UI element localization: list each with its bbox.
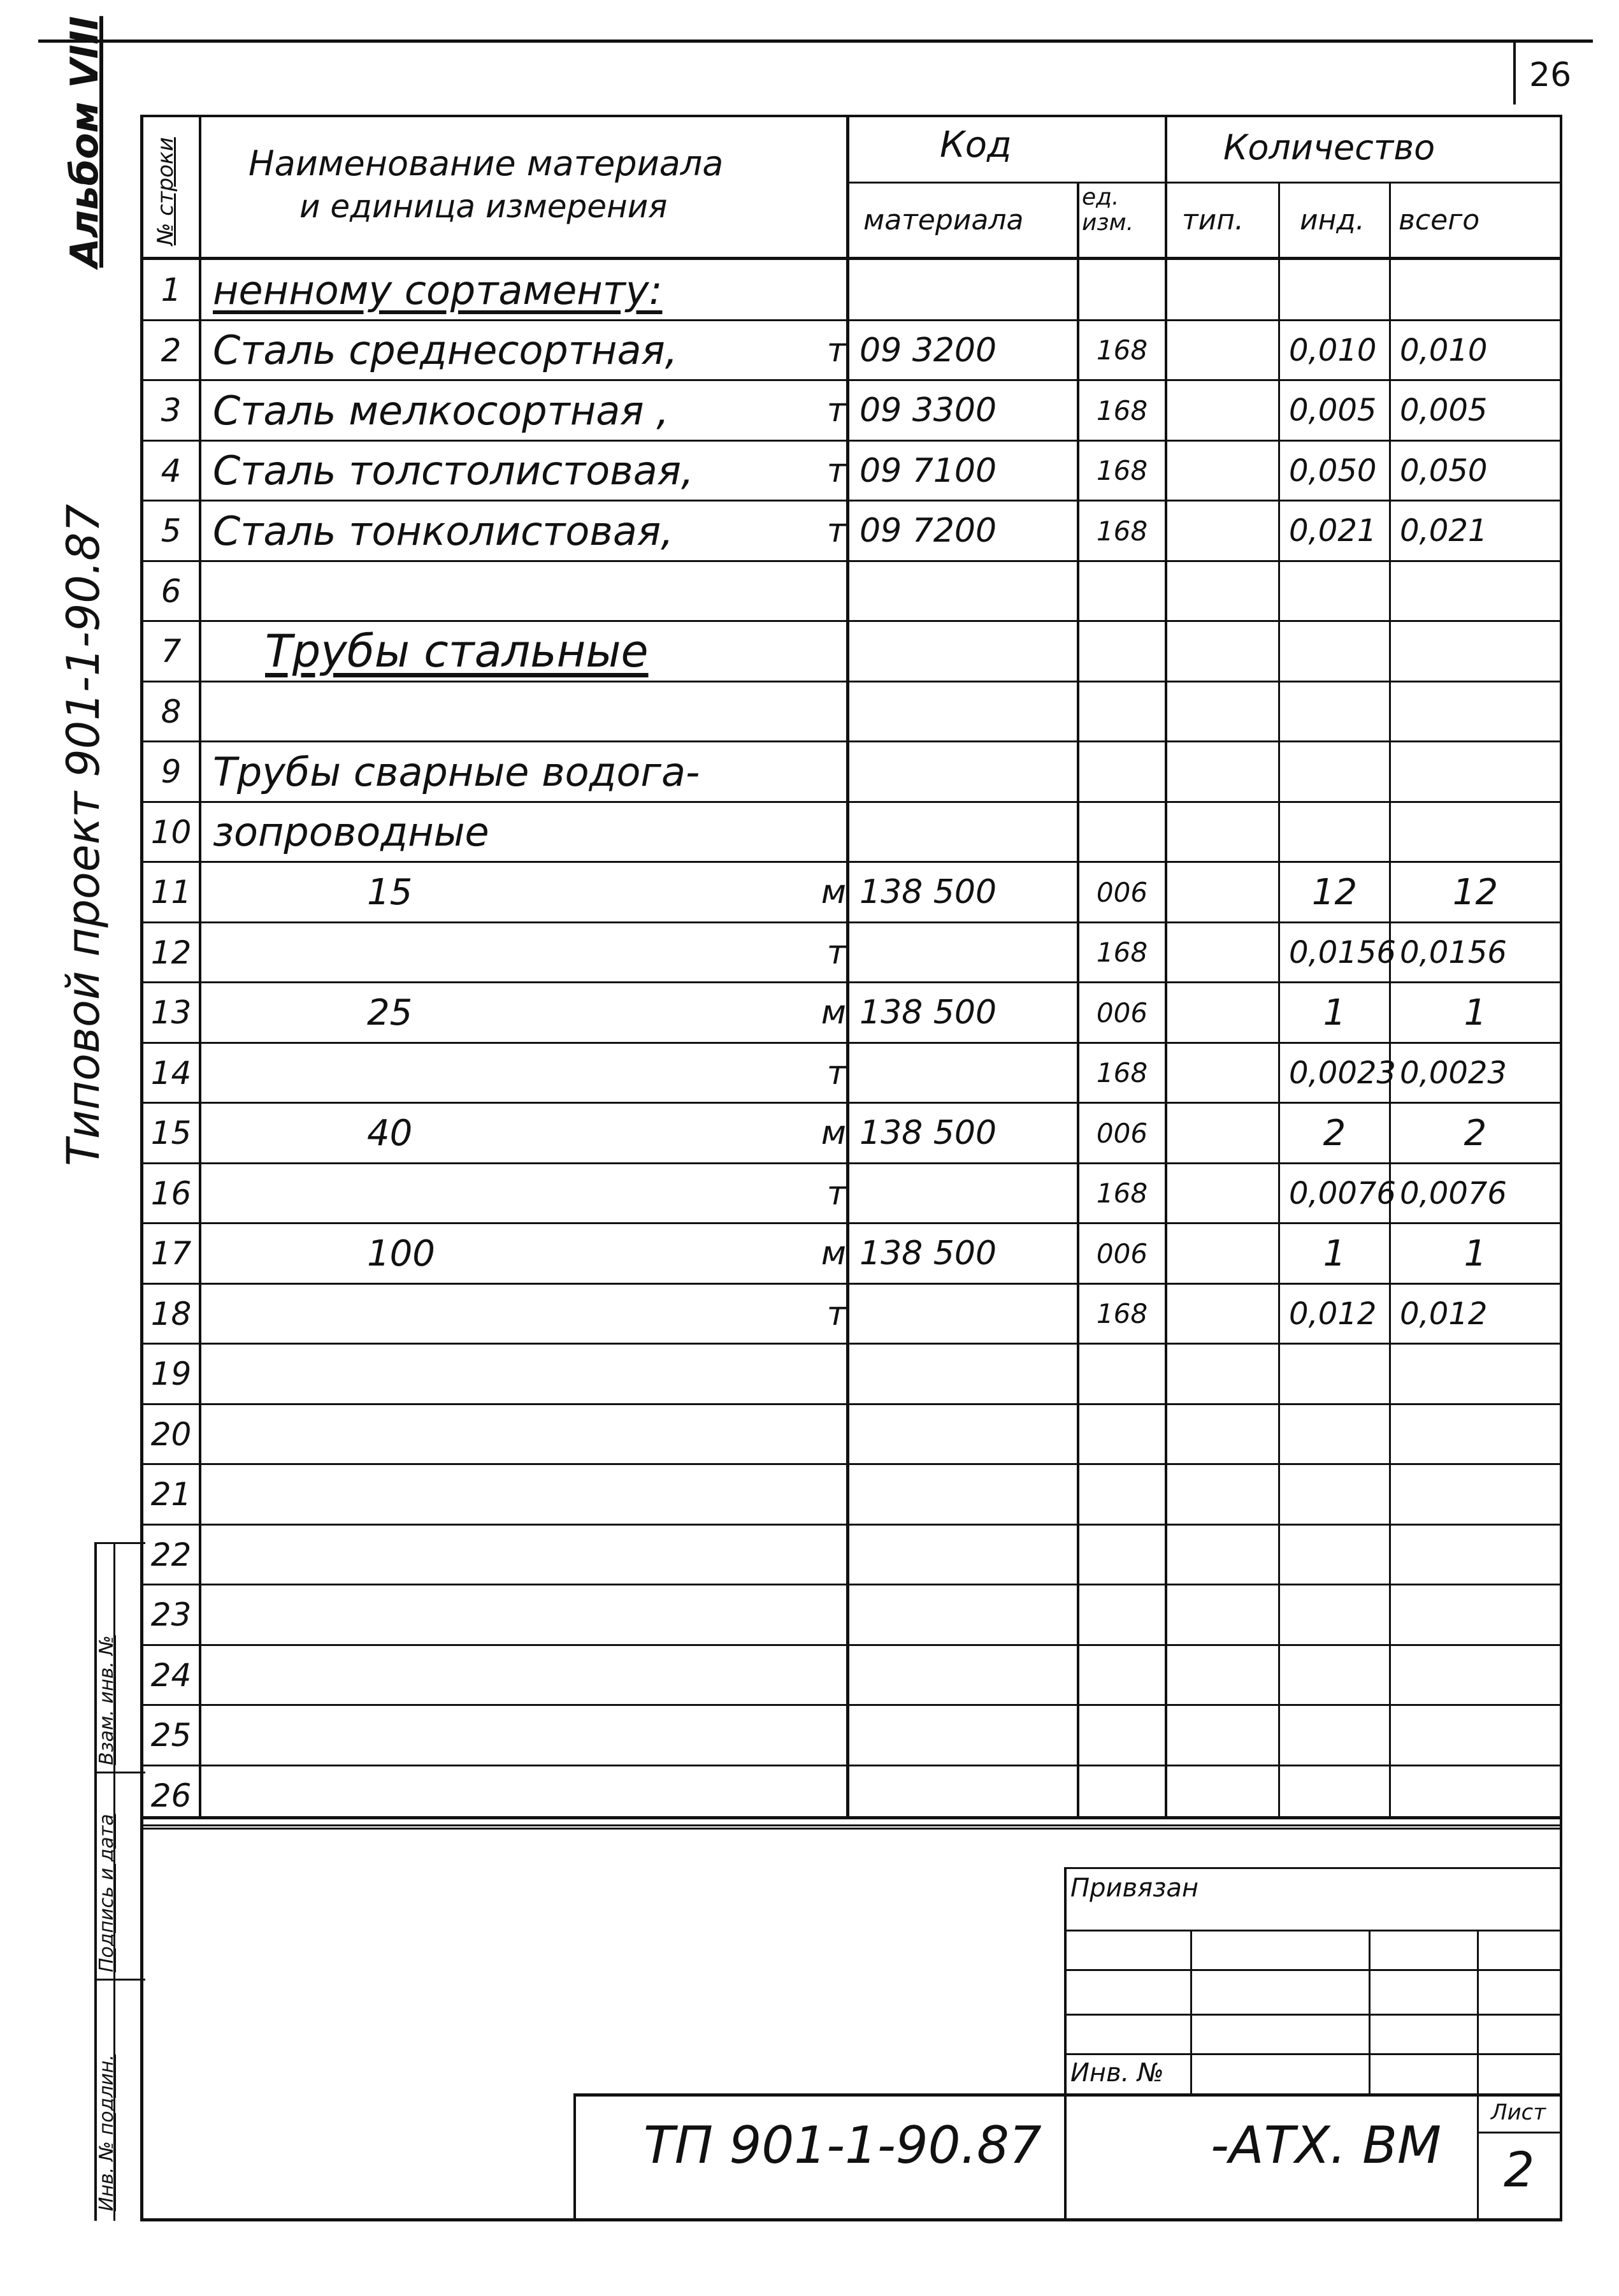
qty-total: 0,0156: [1400, 934, 1507, 971]
qty-ind: 0,012: [1289, 1296, 1377, 1332]
header-quantity: Количество: [1223, 127, 1436, 168]
qty-typ: [1167, 1344, 1287, 1404]
stamp-replace-inv: Взам. инв. №: [96, 1635, 118, 1765]
qty-typ: [1167, 1645, 1287, 1706]
material-code: [849, 802, 1087, 863]
material-name: 100: [367, 1232, 435, 1274]
row-number: 8: [161, 693, 182, 730]
header-subline: [846, 182, 1562, 184]
row-number: 9: [161, 753, 182, 791]
unit-code: 168: [1096, 515, 1148, 547]
linked-label: Привязан: [1070, 1874, 1199, 1903]
header-row-no: № строки: [153, 137, 178, 245]
row-number: 23: [150, 1596, 192, 1634]
qty-total: [1391, 1585, 1569, 1645]
top-border: [38, 40, 1593, 43]
qty-ind: 1: [1323, 1232, 1346, 1274]
qty-typ: [1167, 1164, 1287, 1224]
row-number: 5: [161, 512, 182, 550]
material-code: [849, 1284, 1087, 1345]
qty-ind: [1280, 1705, 1398, 1766]
material-unit: [201, 1344, 860, 1404]
material-unit: [201, 260, 860, 321]
material-code: [849, 742, 1087, 802]
qty-total: 0,0076: [1400, 1175, 1507, 1211]
material-name: Сталь тонколистовая,: [213, 507, 673, 554]
qty-total: 0,010: [1400, 332, 1488, 368]
row-number: 15: [150, 1115, 192, 1152]
row-number: 2: [161, 331, 182, 369]
qty-total: 0,021: [1400, 513, 1488, 549]
qty-ind: 1: [1323, 992, 1346, 1034]
qty-typ: [1167, 983, 1287, 1043]
header-qty-typ: тип.: [1182, 204, 1244, 236]
qty-typ: [1167, 802, 1287, 863]
material-unit: т: [826, 391, 846, 430]
qty-typ: [1167, 862, 1287, 923]
qty-typ: [1167, 682, 1287, 742]
qty-total: 12: [1452, 871, 1499, 913]
material-name: Трубы сварные водога-: [213, 748, 700, 795]
unit-code: 006: [1096, 997, 1148, 1029]
tb-v2: [1369, 1930, 1371, 2093]
row-number: 19: [150, 1355, 192, 1393]
row-number: 17: [150, 1235, 192, 1273]
unit-code: [1079, 260, 1165, 321]
qty-ind: [1280, 802, 1398, 863]
qty-total: [1391, 682, 1569, 742]
row-number: 18: [150, 1295, 192, 1332]
material-name: Трубы стальные: [265, 625, 649, 678]
unit-code: [1079, 802, 1165, 863]
row-number: 11: [150, 874, 192, 911]
qty-total: 0,005: [1400, 393, 1488, 429]
stamp-top: [94, 1542, 145, 1544]
unit-code: 168: [1096, 1057, 1148, 1089]
row-number: 12: [150, 934, 192, 971]
material-unit: т: [826, 512, 846, 551]
material-unit: [201, 802, 860, 863]
inv-no-label: Инв. №: [1070, 2058, 1164, 2088]
material-code: [849, 1705, 1087, 1766]
qty-ind: 12: [1311, 871, 1358, 913]
qty-typ: [1167, 321, 1287, 381]
qty-total: [1391, 742, 1569, 802]
material-code: 09 3200: [860, 331, 997, 370]
material-unit: [201, 621, 860, 682]
material-code: 09 7100: [860, 451, 997, 490]
material-code: [849, 682, 1087, 742]
material-code: [849, 621, 1087, 682]
material-unit: м: [821, 1114, 846, 1153]
qty-typ: [1167, 1404, 1287, 1465]
qty-typ: [1167, 1585, 1287, 1645]
material-code: [849, 561, 1087, 622]
qty-total: 0,050: [1400, 452, 1488, 489]
material-unit: [201, 1645, 860, 1706]
qty-total: [1391, 260, 1569, 321]
unit-code: 006: [1096, 1117, 1148, 1149]
material-name: нeннoмy copтaмeнтy:: [213, 266, 663, 314]
row-number: 24: [150, 1656, 192, 1694]
qty-typ: [1167, 1464, 1287, 1525]
tb-h6: [573, 2093, 1562, 2097]
qty-total: [1391, 1344, 1569, 1404]
material-code: 09 7200: [860, 512, 997, 551]
row-number: 20: [150, 1415, 192, 1453]
project-side-label: Типовой проект 901-1-90.87: [57, 503, 110, 1166]
row-number: 3: [161, 392, 182, 430]
document-suffix: -АТХ. ВМ: [1211, 2116, 1442, 2175]
material-name: 25: [367, 992, 413, 1034]
material-code: 138 500: [860, 1114, 997, 1153]
unit-code: [1079, 682, 1165, 742]
qty-total: [1391, 561, 1569, 622]
material-unit: [201, 561, 860, 622]
material-name: 15: [367, 871, 413, 913]
row-number: 13: [150, 994, 192, 1032]
material-unit: т: [826, 933, 846, 972]
qty-ind: [1280, 1645, 1398, 1706]
qty-ind: [1280, 1404, 1398, 1465]
material-code: [849, 1525, 1087, 1585]
qty-typ: [1167, 621, 1287, 682]
qty-typ: [1167, 260, 1287, 321]
sheet-label: Лист: [1491, 2100, 1546, 2125]
unit-code: 168: [1096, 1178, 1148, 1209]
qty-typ: [1167, 1224, 1287, 1284]
qty-ind: [1280, 1464, 1398, 1525]
qty-total: 1: [1464, 992, 1487, 1034]
row-number: 14: [150, 1054, 192, 1092]
row-number: 1: [161, 271, 182, 309]
qty-total: [1391, 1645, 1569, 1706]
qty-total: [1391, 621, 1569, 682]
material-code: [849, 260, 1087, 321]
material-code: [849, 1645, 1087, 1706]
qty-ind: [1280, 561, 1398, 622]
unit-code: [1079, 561, 1165, 622]
qty-total: 2: [1464, 1112, 1487, 1154]
qty-typ: [1167, 561, 1287, 622]
frame-bottom: [140, 2218, 1562, 2221]
unit-code: [1079, 1464, 1165, 1525]
row-number: 22: [150, 1536, 192, 1573]
qty-total: [1391, 1404, 1569, 1465]
material-name: зопроводные: [213, 809, 489, 856]
qty-ind: 0,050: [1289, 452, 1377, 489]
material-unit: м: [821, 873, 846, 912]
material-unit: м: [821, 1234, 846, 1273]
material-code: [849, 1164, 1087, 1224]
tb-v3: [1477, 1930, 1479, 2221]
qty-total: 0,012: [1400, 1296, 1488, 1332]
tb-h1: [1064, 1867, 1562, 1869]
material-code: 138 500: [860, 1234, 997, 1273]
qty-typ: [1167, 1284, 1287, 1345]
row-number: 10: [150, 813, 192, 851]
material-name: Сталь толстолистовая,: [213, 447, 694, 495]
qty-total: 0,0023: [1400, 1055, 1507, 1091]
stamp-signature-date: Подпись и дата: [96, 1814, 118, 1972]
qty-ind: [1280, 1525, 1398, 1585]
unit-code: 006: [1096, 876, 1148, 908]
qty-ind: [1280, 682, 1398, 742]
header-name-2: и единица измерения: [299, 188, 668, 225]
page-number: 26: [1529, 56, 1572, 94]
header-code-unit: ед. изм.: [1082, 184, 1134, 236]
stamp-sep-1: [94, 1772, 145, 1773]
unit-code: [1079, 1404, 1165, 1465]
page-number-box-left: [1513, 41, 1516, 105]
header-name: Наименование материала: [248, 143, 724, 184]
album-label: Альбом VIII: [62, 16, 107, 268]
tb-top: [140, 1816, 1562, 1819]
tb-sheet-sep: [1477, 2132, 1562, 2134]
material-code: [849, 1344, 1087, 1404]
unit-code: [1079, 1525, 1165, 1585]
qty-ind: 0,0076: [1289, 1175, 1396, 1211]
qty-ind: 0,021: [1289, 513, 1377, 549]
qty-typ: [1167, 501, 1287, 561]
qty-typ: [1167, 1705, 1287, 1766]
qty-typ: [1167, 923, 1287, 983]
qty-typ: [1167, 441, 1287, 502]
material-unit: т: [826, 1294, 846, 1333]
qty-typ: [1167, 742, 1287, 802]
material-code: 138 500: [860, 873, 997, 912]
material-unit: т: [826, 331, 846, 370]
material-code: [849, 1464, 1087, 1525]
material-code: [849, 1585, 1087, 1645]
header-qty-total: всего: [1399, 204, 1480, 236]
qty-ind: 2: [1323, 1112, 1346, 1154]
material-name: Сталь среднесортная,: [213, 327, 678, 374]
header-code: Код: [940, 124, 1012, 166]
tb-v1: [1190, 1930, 1192, 2093]
frame-top: [140, 115, 1562, 117]
material-unit: [201, 682, 860, 742]
unit-code: 168: [1096, 1298, 1148, 1330]
document-code: ТП 901-1-90.87: [644, 2116, 1042, 2175]
tb-h4: [1064, 2014, 1562, 2016]
qty-ind: [1280, 1344, 1398, 1404]
material-unit: т: [826, 451, 846, 490]
material-unit: [201, 1585, 860, 1645]
tb-h3: [1064, 1969, 1562, 1971]
material-unit: [201, 742, 860, 802]
unit-code: [1079, 1585, 1165, 1645]
qty-total: [1391, 1464, 1569, 1525]
tb-top-2: [140, 1828, 1562, 1830]
unit-code: [1079, 1705, 1165, 1766]
material-unit: [201, 1705, 860, 1766]
material-unit: [201, 1525, 860, 1585]
qty-total: [1391, 1705, 1569, 1766]
sheet-number: 2: [1504, 2141, 1535, 2198]
header-qty-ind: инд.: [1300, 204, 1365, 236]
row-number: 16: [150, 1174, 192, 1212]
material-name: 40: [367, 1112, 413, 1154]
qty-ind: 0,0156: [1289, 934, 1396, 971]
unit-code: 168: [1096, 394, 1148, 426]
row-number: 25: [150, 1717, 192, 1754]
qty-ind: [1280, 260, 1398, 321]
qty-ind: [1280, 742, 1398, 802]
material-code: [849, 1043, 1087, 1104]
material-code: [849, 1404, 1087, 1465]
stamp-inv-original: Инв. № подлин.: [96, 2054, 118, 2211]
material-code: 138 500: [860, 993, 997, 1032]
unit-code: 168: [1096, 455, 1148, 487]
unit-code: 006: [1096, 1238, 1148, 1269]
material-unit: т: [826, 1053, 846, 1092]
row-number: 6: [161, 572, 182, 610]
material-unit: [201, 1404, 860, 1465]
unit-code: [1079, 742, 1165, 802]
unit-code: [1079, 1344, 1165, 1404]
row-number: 26: [150, 1777, 192, 1814]
row-number: 21: [150, 1476, 192, 1513]
qty-typ: [1167, 1043, 1287, 1104]
unit-code: [1079, 621, 1165, 682]
qty-ind: 0,010: [1289, 332, 1377, 368]
material-unit: т: [826, 1174, 846, 1213]
row-number: 4: [161, 452, 182, 489]
row-number: 7: [161, 633, 182, 670]
tb-box-left: [1064, 1867, 1067, 2221]
unit-code: [1079, 1645, 1165, 1706]
qty-ind: 0,0023: [1289, 1055, 1396, 1091]
material-unit: [201, 1464, 860, 1525]
material-unit: м: [821, 993, 846, 1032]
tb-doc-left: [573, 2093, 576, 2221]
header-code-material: материала: [863, 204, 1024, 236]
material-code: [849, 923, 1087, 983]
qty-total: 1: [1464, 1232, 1487, 1274]
qty-typ: [1167, 380, 1287, 441]
material-name: Сталь мелкосортная ,: [213, 387, 669, 434]
unit-code: 168: [1096, 335, 1148, 366]
qty-typ: [1167, 1525, 1287, 1585]
qty-total: [1391, 1525, 1569, 1585]
qty-ind: 0,005: [1289, 393, 1377, 429]
tb-h5: [1064, 2053, 1562, 2055]
unit-code: 168: [1096, 937, 1148, 969]
stamp-sep-2: [94, 1979, 145, 1981]
qty-ind: [1280, 1585, 1398, 1645]
qty-ind: [1280, 621, 1398, 682]
qty-typ: [1167, 1103, 1287, 1164]
material-code: 09 3300: [860, 391, 997, 430]
tb-h2: [1064, 1930, 1562, 1931]
qty-total: [1391, 802, 1569, 863]
